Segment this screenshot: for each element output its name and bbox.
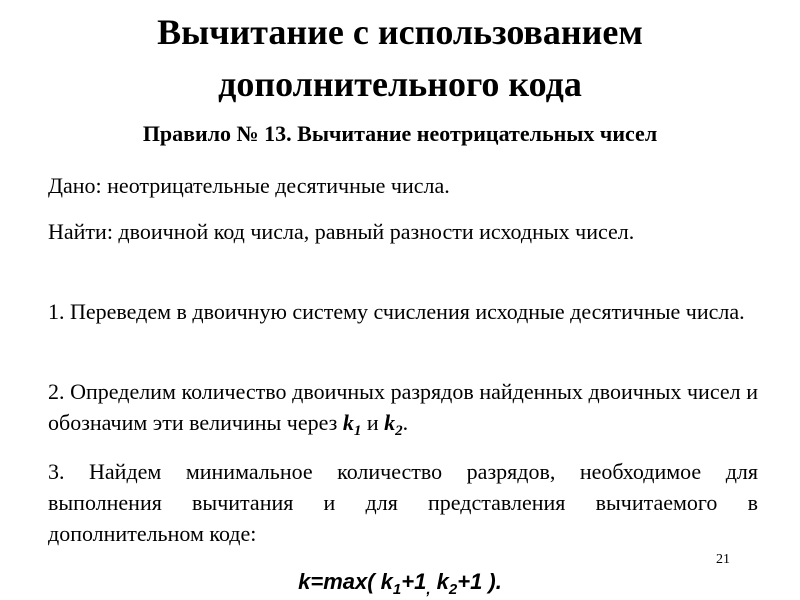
conjunction: и	[366, 410, 379, 435]
find-paragraph: Найти: двоичной код числа, равный разности исходных чисел.	[48, 219, 635, 244]
rule-heading: Правило № 13. Вычитание неотрицательных чисел	[142, 121, 658, 146]
step-2-paragraph	[48, 376, 758, 438]
variable-k1: $k_1$	[342, 410, 362, 439]
slide-title	[40, 6, 760, 110]
step-1-paragraph: 1. Переведем в двоичную систему счисления исходные десятичные числа.	[48, 299, 745, 324]
step-3-paragraph: 3. Найдем минимальное количество разрядов, необходимое для выполнения вычитания и для представления вычитаемого в дополнительном коде:	[48, 459, 758, 546]
slide-title-line1: Вычитание с использованием	[157, 12, 643, 52]
page-number: 21	[716, 552, 730, 567]
slide-title-line2: дополнительного кода	[218, 64, 582, 104]
variable-k2: $k_2$	[384, 410, 403, 439]
step-2-text: 2. Определим количество двоичных разрядов найденных двоичных чисел и обозначим эти величины через	[48, 379, 758, 435]
given-paragraph: Дано: неотрицательные десятичные числа.	[48, 173, 450, 198]
formula: k=max( $k_1+1_,$ $k_2+1$ ).	[298, 569, 502, 598]
step-2-end: .	[402, 410, 409, 435]
